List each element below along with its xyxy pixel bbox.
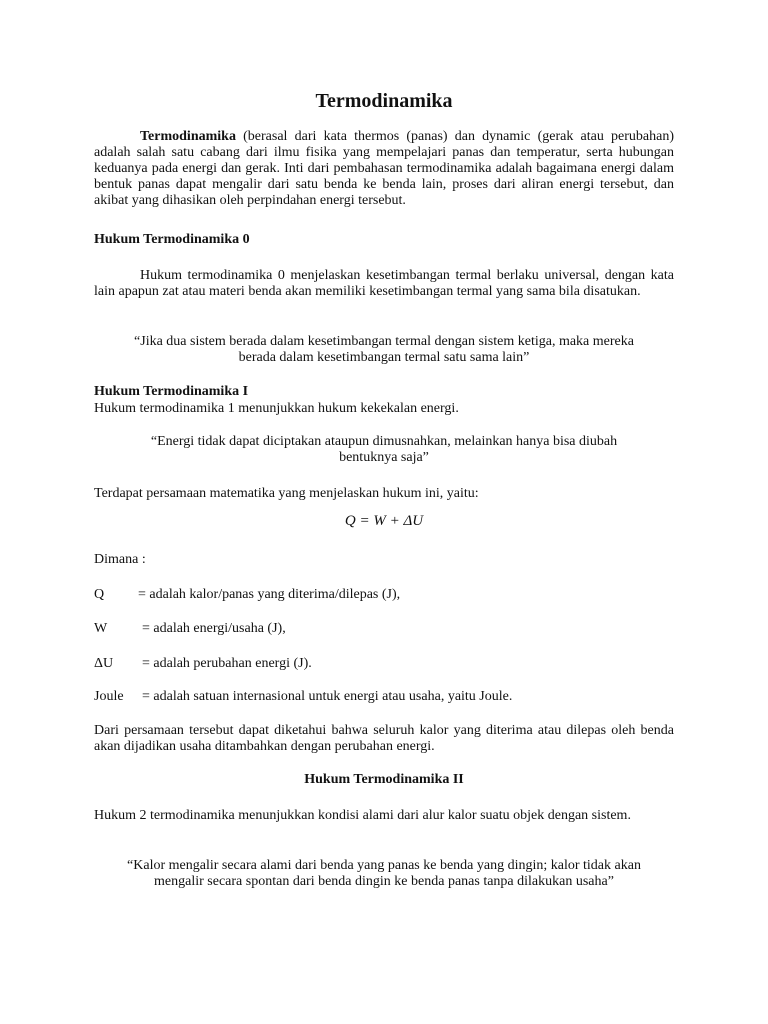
law2-paragraph: Hukum 2 termodinamika menunjukkan kondisi alami dari alur kalor suatu objek dengan sistem. (94, 808, 631, 823)
definition-symbol: Q (94, 587, 105, 602)
definition-row (94, 587, 674, 603)
law1-quote (96, 434, 672, 466)
law2-heading: Hukum Termodinamika II (304, 772, 464, 787)
definition-text: = adalah energi/usaha (J), (142, 621, 286, 636)
law2-quote (86, 858, 682, 890)
intro-text: (berasal dari kata thermos (panas) dan dynamic (gerak atau perubahan) adalah salah satu cabang dari ilmu fisika yang mempelajari panas dan temperatur, serta hubungan keduanya pada energi dan gerak. Inti dari pembahasan termodinamika adalah bagaimana energi dalam bentuk panas dapat mengalir dari satu benda ke benda lain, proses dari aliran energi tersebut, dan akibat yang dihasikan oleh perpindahan energi tersebut. (94, 129, 674, 208)
definition-text: = adalah kalor/panas yang diterima/dilepas (J), (138, 587, 401, 602)
where-label: Dimana : (94, 552, 146, 567)
definition-text: = adalah perubahan energi (J). (142, 656, 312, 671)
law1-quote-line-1: “Energi tidak dapat diciptakan ataupun dimusnahkan, melainkan hanya bisa diubah (150, 434, 618, 449)
definition-row (94, 621, 674, 637)
law1-subtext: Hukum termodinamika 1 menunjukkan hukum kekekalan energi. (94, 401, 459, 416)
law0-quote (96, 334, 672, 366)
definition-symbol: W (94, 621, 108, 636)
definition-symbol: Joule (94, 689, 124, 704)
document-title: Termodinamika (315, 90, 453, 112)
law1-quote-line-2: bentuknya saja” (339, 450, 429, 465)
intro-paragraph (94, 129, 674, 209)
definition-symbol: ΔU (94, 656, 114, 671)
law1-closing-paragraph: Dari persamaan tersebut dapat diketahui bahwa seluruh kalor yang diterima atau dilepas oleh benda akan dijadikan usaha ditambahkan dengan perubahan energi. (94, 723, 674, 754)
law0-paragraph: Hukum termodinamika 0 menjelaskan kesetimbangan termal berlaku universal, dengan kata lain apapun zat atau materi benda akan memiliki kesetimbangan termal yang sama bila disatukan. (94, 268, 674, 299)
intro-lead-term: Termodinamika (140, 129, 236, 144)
definition-row (94, 656, 674, 672)
law0-quote-line-2: berada dalam kesetimbangan termal satu sama lain” (238, 350, 530, 365)
equation-intro: Terdapat persamaan matematika yang menjelaskan hukum ini, yaitu: (94, 486, 479, 501)
law0-heading: Hukum Termodinamika 0 (94, 232, 250, 247)
law1-heading: Hukum Termodinamika I (94, 384, 249, 399)
definition-text: = adalah satuan internasional untuk energi atau usaha, yaitu Joule. (142, 689, 513, 704)
definition-row (94, 689, 674, 705)
law2-quote-line-2: mengalir secara spontan dari benda dingin ke benda panas tanpa dilakukan usaha” (154, 874, 614, 889)
formula: Q = W + ΔU (344, 513, 424, 529)
law2-quote-line-1: “Kalor mengalir secara alami dari benda yang panas ke benda yang dingin; kalor tidak akan (127, 858, 641, 873)
law0-quote-line-1: “Jika dua sistem berada dalam kesetimbangan termal dengan sistem ketiga, maka mereka (134, 334, 634, 349)
